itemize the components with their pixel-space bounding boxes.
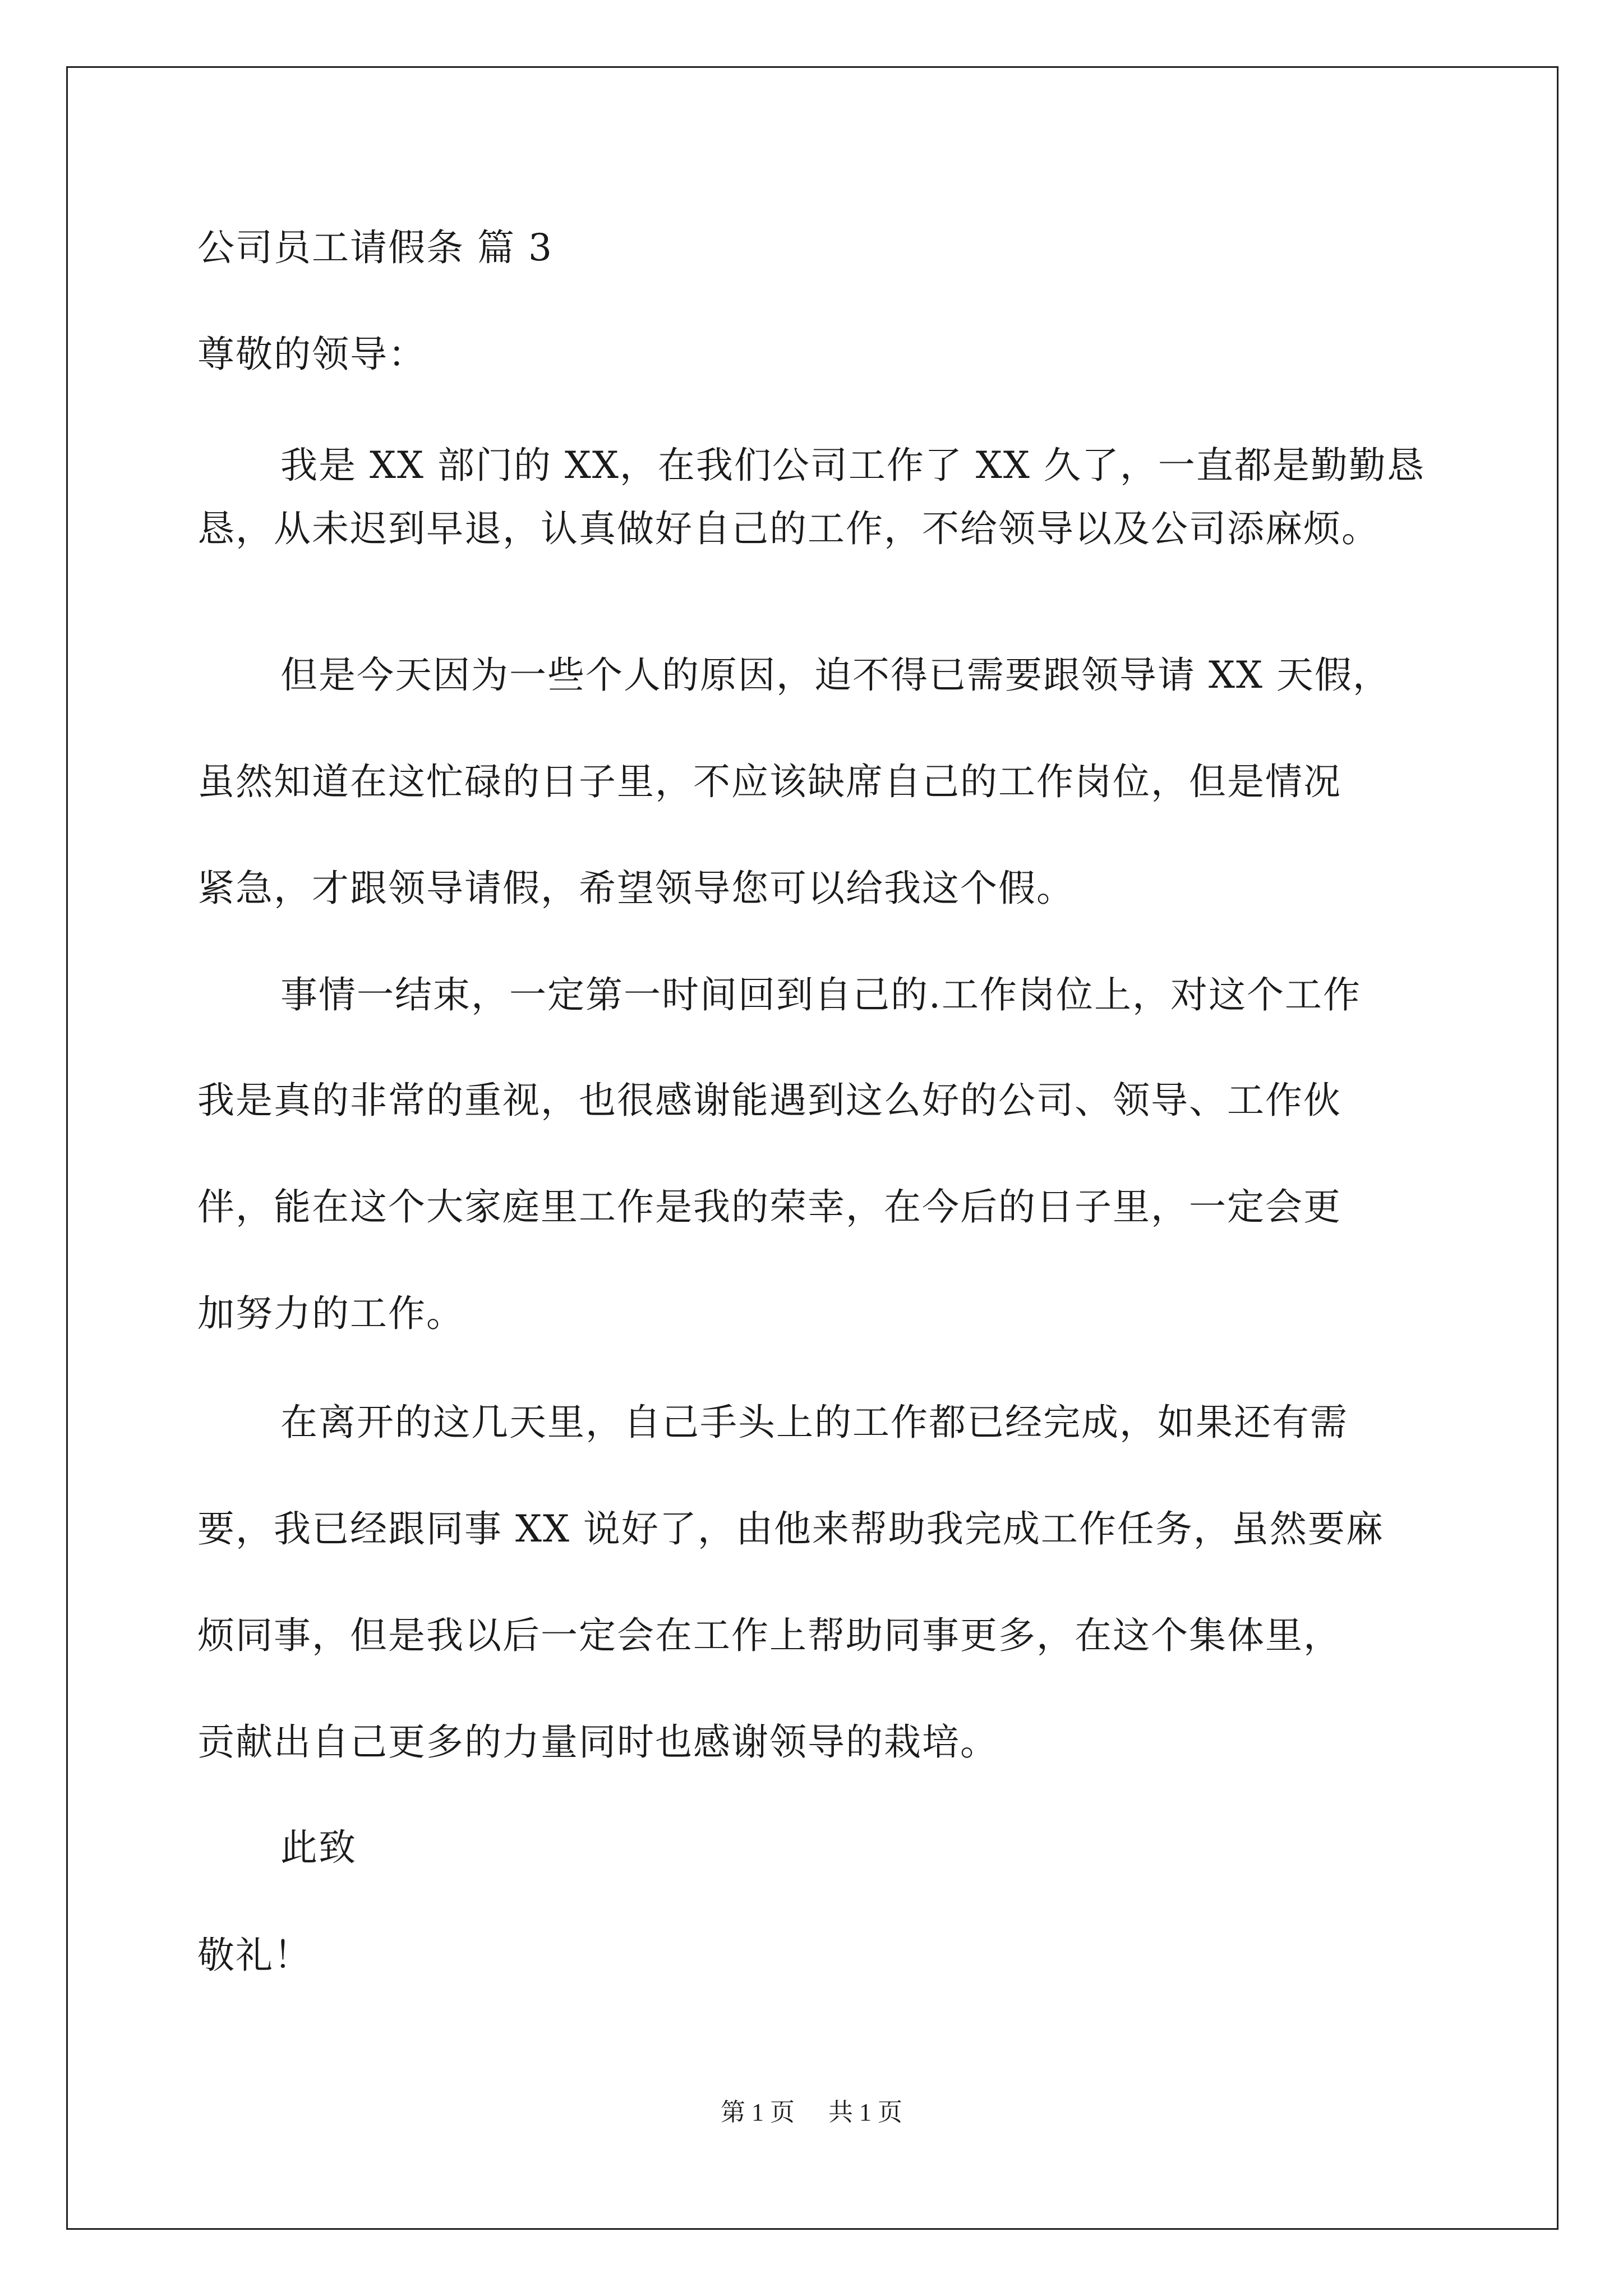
- page-total: 共 1 页: [828, 2099, 902, 2126]
- salutation: 尊敬的领导：: [197, 333, 426, 376]
- body-line: 虽然知道在这忙碌的日子里，不应该缺席自己的工作岗位，但是情况: [197, 760, 1341, 803]
- document-title: 公司员工请假条 篇 3: [197, 226, 553, 269]
- body-line: 但是今天因为一些个人的原因，迫不得已需要跟领导请 XX 天假，: [280, 654, 1391, 697]
- body-line: 紧急，才跟领导请假，希望领导您可以给我这个假。: [197, 867, 1075, 910]
- page-border: [66, 66, 1559, 2230]
- body-line: 伴，能在这个大家庭里工作是我的荣幸，在今后的日子里，一定会更: [197, 1185, 1341, 1228]
- page-footer: [0, 2097, 1623, 2128]
- closing-salute: 敬礼！: [197, 1934, 312, 1977]
- body-line: 贡献出自己更多的力量同时也感谢领导的栽培。: [197, 1720, 998, 1764]
- body-line: 我是真的非常的重视，也很感谢能遇到这么好的公司、领导、工作伙: [197, 1079, 1341, 1122]
- body-line: 加努力的工作。: [197, 1292, 464, 1335]
- closing-regards: 此致: [280, 1826, 357, 1869]
- body-line: 事情一结束，一定第一时间回到自己的.工作岗位上，对这个工作: [280, 973, 1361, 1016]
- body-line: 我是 XX 部门的 XX，在我们公司工作了 XX 久了，一直都是勤勤恳: [280, 444, 1425, 487]
- body-line: 恳，从未迟到早退，认真做好自己的工作，不给领导以及公司添麻烦。: [197, 507, 1380, 550]
- page-number: 第 1 页: [721, 2099, 795, 2126]
- body-line: 在离开的这几天里，自己手头上的工作都已经完成，如果还有需: [280, 1401, 1348, 1444]
- body-line: 要，我已经跟同事 XX 说好了，由他来帮助我完成工作任务，虽然要麻: [197, 1507, 1384, 1550]
- body-line: 烦同事，但是我以后一定会在工作上帮助同事更多，在这个集体里，: [197, 1614, 1341, 1657]
